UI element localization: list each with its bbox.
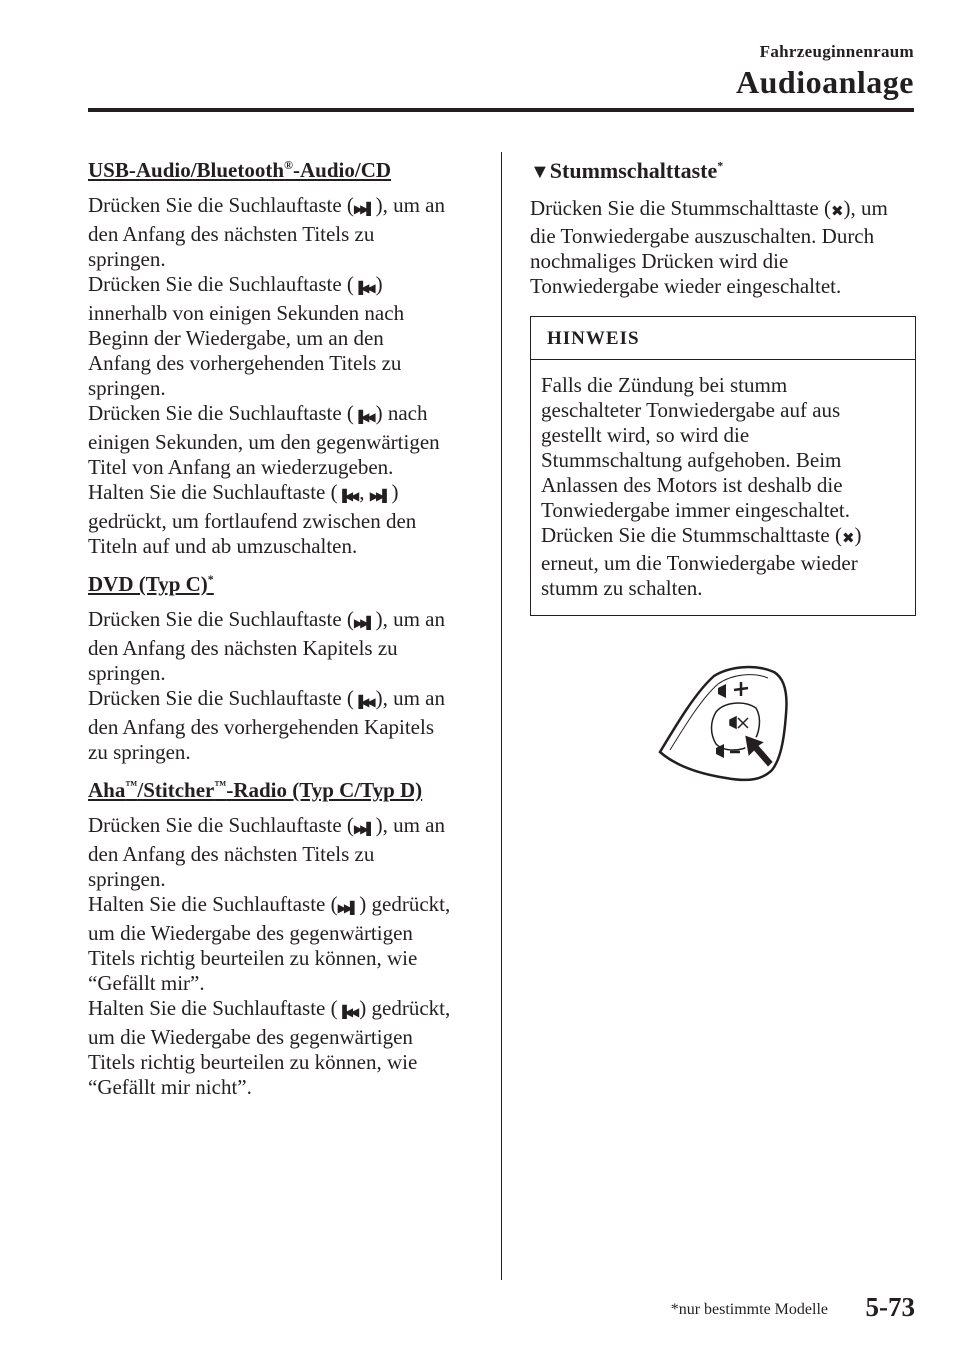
mute-icon: ✖: [830, 202, 844, 220]
text-line: geschalteter Tonwiedergabe auf aus: [541, 398, 841, 422]
text-line: die Tonwiedergabe auszuschalten. Durch: [530, 224, 875, 248]
page-number: 5-73: [865, 1292, 915, 1322]
text-line: einigen Sekunden, um den gegenwärtigen: [88, 430, 440, 454]
text-line: den Anfang des nächsten Titels zu: [88, 222, 375, 246]
chapter-title: Fahrzeuginnenraum: [759, 42, 914, 61]
previous-track-icon: ▐◀◀: [353, 695, 373, 709]
previous-track-icon: ▐◀◀: [353, 281, 373, 295]
text-line: Titeln auf und ab umzuschalten.: [88, 534, 358, 558]
note-title: HINWEIS: [531, 317, 915, 360]
steering-switch-illustration: [656, 662, 798, 784]
right-column: [530, 158, 916, 616]
text-line: Drücken Sie die Stummschalttaste (✖): [541, 523, 903, 551]
text-line: springen.: [88, 376, 166, 400]
text-line: um die Wiedergabe des gegenwärtigen: [88, 921, 413, 945]
text-line: Halten Sie die Suchlauftaste (▐◀◀ ) gedrückt,: [88, 996, 478, 1025]
text-line: Stummschaltung aufgehoben. Beim: [541, 448, 842, 472]
text-line: Titel von Anfang an wiederzugeben.: [88, 455, 394, 479]
previous-track-icon: ▐◀◀: [337, 1005, 357, 1019]
next-track-icon: ▶▶▌: [353, 616, 373, 630]
text-line: Drücken Sie die Suchlauftaste (▶▶▌ ), um an: [88, 813, 478, 842]
text-line: Drücken Sie die Suchlauftaste (▐◀◀ ) nach: [88, 401, 478, 430]
text-line: Beginn der Wiedergabe, um an den: [88, 326, 384, 350]
text-line: springen.: [88, 867, 166, 891]
section-title: Audioanlage: [736, 64, 914, 100]
text-line: stumm zu schalten.: [541, 576, 703, 600]
text-line: gedrückt, um fortlaufend zwischen den: [88, 509, 417, 533]
text-line: springen.: [88, 661, 166, 685]
header-rule: [88, 108, 914, 112]
text-line: Anlassen des Motors ist deshalb die: [541, 473, 843, 497]
text-line: den Anfang des vorhergehenden Kapitels: [88, 715, 435, 739]
left-column: [88, 158, 478, 1113]
page-header: [736, 42, 914, 101]
note-body: [531, 360, 915, 615]
mute-icon: ✖: [841, 529, 855, 547]
text-line: “Gefällt mir nicht”.: [88, 1075, 252, 1099]
text-line: zu springen.: [88, 740, 191, 764]
text-line: den Anfang des nächsten Titels zu: [88, 842, 375, 866]
text-line: Halten Sie die Suchlauftaste (▶▶▌ ) gedrückt,: [88, 892, 478, 921]
text-line: Drücken Sie die Suchlauftaste (▶▶▌ ), um an: [88, 607, 478, 636]
text-line: um die Wiedergabe des gegenwärtigen: [88, 1025, 413, 1049]
paragraph-aha-stitcher: [88, 813, 478, 1100]
footer-note: *nur bestimmte Modelle: [670, 1301, 828, 1318]
text-line: den Anfang des nächsten Kapitels zu: [88, 636, 398, 660]
subhead-dvd: DVD (Typ C)*: [88, 572, 214, 596]
note-box: [530, 316, 916, 616]
heading-mute-switch: ▼Stummschalttaste*: [530, 158, 724, 183]
previous-track-icon: ▐◀◀: [337, 489, 357, 503]
previous-track-icon: ▐◀◀: [353, 410, 373, 424]
triangle-marker: ▼: [530, 161, 550, 183]
paragraph-dvd: [88, 607, 478, 765]
text-line: Titels richtig beurteilen zu können, wie: [88, 1050, 418, 1074]
paragraph-usb-audio: [88, 193, 478, 559]
text-line: Tonwiedergabe wieder eingeschaltet.: [530, 274, 842, 298]
subhead-usb-audio: USB-Audio/Bluetooth®-Audio/CD: [88, 158, 392, 182]
text-line: springen.: [88, 247, 166, 271]
text-line: Anfang des vorhergehenden Titels zu: [88, 351, 402, 375]
text-line: Drücken Sie die Stummschalttaste (✖), um: [530, 196, 916, 224]
next-track-icon: ▶▶▌: [353, 822, 373, 836]
next-track-icon: ▶▶▌: [369, 489, 389, 503]
text-line: Halten Sie die Suchlauftaste (▐◀◀ , ▶▶▌ ): [88, 480, 478, 509]
text-line: Drücken Sie die Suchlauftaste (▶▶▌ ), um an: [88, 193, 478, 222]
text-line: innerhalb von einigen Sekunden nach: [88, 301, 405, 325]
column-divider: [501, 152, 502, 1280]
next-track-icon: ▶▶▌: [337, 901, 357, 915]
text-line: gestellt wird, so wird die: [541, 423, 750, 447]
subhead-aha-stitcher: Aha™/Stitcher™-Radio (Typ C/Typ D): [88, 778, 423, 802]
paragraph-mute-switch: [530, 196, 916, 299]
text-line: Falls die Zündung bei stumm: [541, 373, 788, 397]
text-line: Tonwiedergabe immer eingeschaltet.: [541, 498, 850, 522]
text-line: Drücken Sie die Suchlauftaste (▐◀◀ ), um an: [88, 686, 478, 715]
text-line: Titels richtig beurteilen zu können, wie: [88, 946, 418, 970]
text-line: erneut, um die Tonwiedergabe wieder: [541, 551, 858, 575]
text-line: “Gefällt mir”.: [88, 971, 205, 995]
text-line: Drücken Sie die Suchlauftaste (▐◀◀ ): [88, 272, 478, 301]
text-line: nochmaliges Drücken wird die: [530, 249, 789, 273]
next-track-icon: ▶▶▌: [353, 202, 373, 216]
